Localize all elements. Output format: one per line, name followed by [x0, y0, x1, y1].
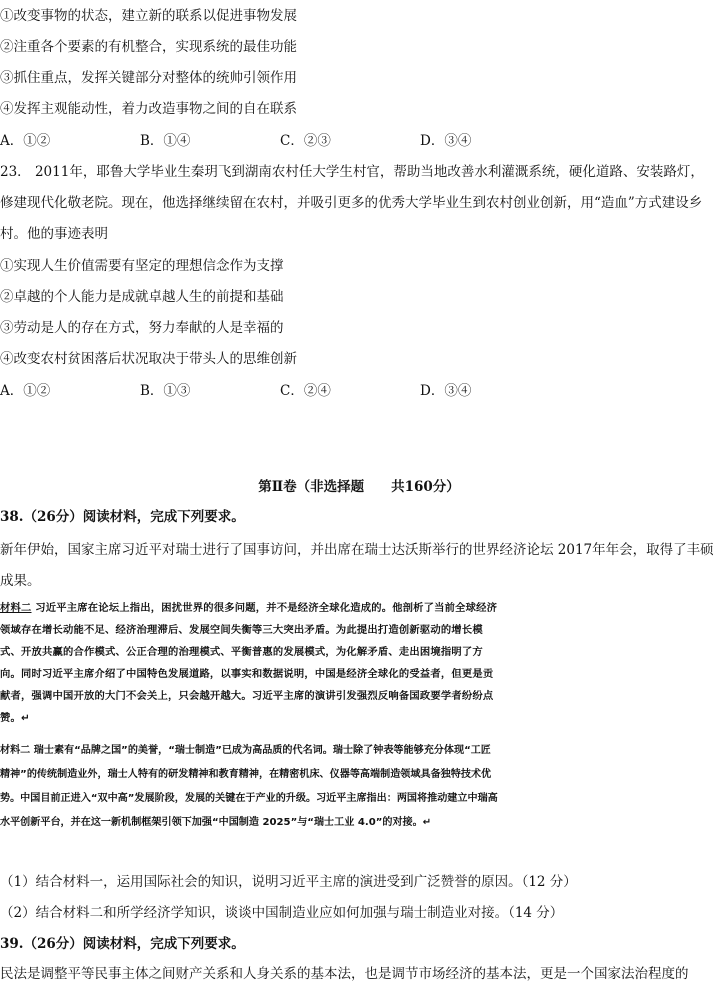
q39-heading: 39.（26分）阅读材料，完成下列要求。	[0, 936, 245, 952]
q23-choice-c: C．②④	[280, 383, 331, 399]
q22-option-4: ④发挥主观能动性，着力改造事物之间的自在联系	[0, 101, 297, 117]
q22-choice-a: A．①②	[0, 133, 51, 149]
q23-option-1: ①实现人生价值需要有坚定的理想信念作为支撑	[0, 258, 284, 274]
q23-option-3: ③劳动是人的存在方式，努力奉献的人是幸福的	[0, 320, 284, 336]
material-1-text: 习近平主席在论坛上指出，困扰世界的很多问题，并不是经济全球化造成的。他剖析了当前全球经济领域存在增长动能不足、经济治理滞后、发展空间失衡等三大突出矛盾。为此提出打造创新驱动的增长模式、开放共赢的合作模式、公正合理的治理模式、平衡普惠的发展模式，为化解矛盾、走出困境指明了方向。同时习近平主席介绍了中国特色发展道路，以事实和数据说明，中国是经济全球化的受益者，但更是贡献者，强调中国开放的大门不会关上，只会越开越大。习近平主席的演讲引发强烈反响备国政要学者纷纷点赞。↵	[0, 602, 498, 724]
section-title: 第Ⅱ卷（非选择题 共160分）	[258, 479, 460, 495]
q22-option-3: ③抓住重点，发挥关键部分对整体的统帅引领作用	[0, 70, 297, 86]
material-2	[0, 739, 500, 835]
material-2-label: 材料二	[0, 745, 31, 756]
q23-stem: 23． 2011年，耶鲁大学毕业生秦玥飞到湖南农村任大学生村官，帮助当地改善水利灌溉系统，硬化道路、安装路灯，修建现代化敬老院。现在，他选择继续留在农村，并吸引更多的优秀大学毕业生到农村创业创新，用“造血”方式建设乡村。他的事迹表明	[0, 164, 704, 242]
q22-choice-d: D．③④	[420, 133, 472, 149]
q23-choice-d: D．③④	[420, 383, 472, 399]
material-2-text: 瑞士素有“品牌之国”的美誉，“瑞士制造”已成为高品质的代名词。瑞士除了钟表等能够充分体现“工匠精神”的传统制造业外，瑞士人特有的研发精神和教育精神，在精密机床、仪器等高端制造领域具备独特技术优势。中国目前正进入“双中高”发展阶段，发展的关键在于产业的升级。习近平主席指出：两国将推动建立中瑞高水平创新平台，并在这一新机制框架引领下加强“中国制造 2025”与“瑞士工业 4.0”的对接。↵	[0, 745, 498, 828]
q38-intro: 新年伊始，国家主席习近平对瑞士进行了国事访问，并出席在瑞士达沃斯举行的世界经济论坛 2017年年会，取得了丰硕成果。	[0, 542, 714, 589]
q22-choice-b: B．①④	[140, 133, 191, 149]
q23-choice-a: A．①②	[0, 383, 51, 399]
q39-intro: 民法是调整平等民事主体之间财产关系和人身关系的基本法，也是调节市场经济的基本法，更是一个国家法治程度的	[0, 966, 689, 982]
material-1	[0, 597, 498, 729]
material-1-label: 材料二	[0, 602, 32, 614]
q23-option-2: ②卓越的个人能力是成就卓越人生的前提和基础	[0, 289, 284, 305]
q22-option-1: ①改变事物的状态，建立新的联系以促进事物发展	[0, 8, 297, 24]
q38-sub-question-2: （2）结合材料二和所学经济学知识，谈谈中国制造业应如何加强与瑞士制造业对接。（14 分）	[0, 905, 564, 921]
q38-sub-question-1: （1）结合材料一，运用国际社会的知识，说明习近平主席的演进受到广泛赞誉的原因。（12 分）	[0, 874, 577, 890]
q38-heading: 38.（26分）阅读材料，完成下列要求。	[0, 509, 245, 525]
q23-choice-b: B．①③	[140, 383, 191, 399]
q22-option-2: ②注重各个要素的有机整合，实现系统的最佳功能	[0, 39, 297, 55]
q22-choice-c: C．②③	[280, 133, 331, 149]
q23-option-4: ④改变农村贫困落后状况取决于带头人的思维创新	[0, 351, 297, 367]
